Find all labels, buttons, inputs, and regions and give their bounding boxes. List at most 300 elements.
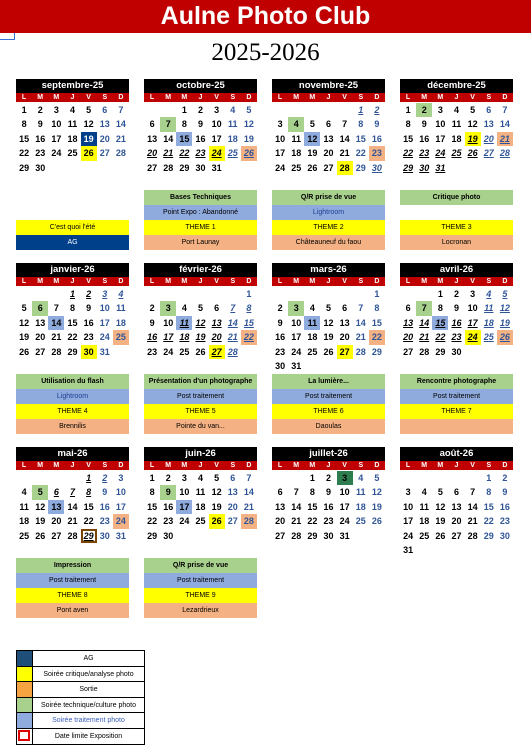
day-cell[interactable]: 13 bbox=[451, 501, 462, 512]
day-cell[interactable]: 23 bbox=[99, 516, 110, 527]
day-cell[interactable]: 7 bbox=[118, 105, 124, 115]
day-cell[interactable]: 14 bbox=[227, 317, 238, 328]
day-cell[interactable]: 13 bbox=[99, 119, 110, 130]
day-cell[interactable]: 12 bbox=[195, 317, 206, 328]
day-cell[interactable]: 19 bbox=[307, 148, 318, 159]
day-cell[interactable]: 21 bbox=[419, 332, 430, 343]
day-cell[interactable]: 12 bbox=[83, 119, 94, 130]
day-cell[interactable]: 16 bbox=[275, 332, 286, 343]
day-cell[interactable]: 8 bbox=[69, 303, 75, 314]
day-cell[interactable]: 29 bbox=[371, 346, 382, 357]
day-cell[interactable]: 23 bbox=[83, 332, 94, 343]
day-cell[interactable]: 9 bbox=[325, 487, 331, 498]
day-cell[interactable]: 13 bbox=[275, 501, 286, 512]
day-cell[interactable]: 3 bbox=[405, 487, 411, 498]
day-cell[interactable]: 7 bbox=[502, 105, 508, 115]
day-cell[interactable]: 2 bbox=[277, 303, 283, 314]
day-cell[interactable]: 27 bbox=[51, 530, 62, 541]
day-cell[interactable]: 2 bbox=[165, 473, 171, 483]
day-cell[interactable]: 29 bbox=[403, 162, 414, 173]
day-cell[interactable]: 7 bbox=[358, 303, 364, 314]
day-cell[interactable]: 23 bbox=[499, 516, 510, 527]
day-cell[interactable]: 6 bbox=[102, 105, 108, 115]
day-cell[interactable]: 24 bbox=[275, 162, 286, 173]
day-cell[interactable]: 28 bbox=[163, 162, 174, 173]
day-cell[interactable]: 16 bbox=[499, 501, 510, 512]
day-cell[interactable]: 16 bbox=[99, 501, 110, 512]
day-cell[interactable]: 31 bbox=[115, 530, 126, 541]
day-cell[interactable]: 10 bbox=[467, 303, 478, 314]
day-cell[interactable]: 18 bbox=[355, 501, 366, 512]
day-cell[interactable]: 17 bbox=[99, 317, 110, 328]
day-cell[interactable]: 20 bbox=[339, 332, 350, 343]
day-cell[interactable]: 27 bbox=[209, 345, 225, 359]
day-cell[interactable]: 22 bbox=[147, 516, 158, 527]
day-cell[interactable]: 27 bbox=[337, 345, 353, 359]
day-cell[interactable]: 26 bbox=[195, 346, 206, 357]
day-cell[interactable]: 16 bbox=[195, 133, 206, 144]
day-cell[interactable]: 19 bbox=[323, 332, 334, 343]
day-cell[interactable]: 27 bbox=[147, 162, 158, 173]
day-cell[interactable]: 11 bbox=[228, 119, 238, 130]
day-cell[interactable]: 13 bbox=[147, 133, 158, 144]
day-cell[interactable]: 11 bbox=[484, 303, 494, 314]
day-cell[interactable]: 12 bbox=[35, 501, 46, 512]
day-cell[interactable]: 5 bbox=[309, 119, 315, 130]
day-cell[interactable]: 25 bbox=[19, 530, 30, 541]
day-cell[interactable]: 15 bbox=[355, 133, 366, 144]
day-cell[interactable]: 19 bbox=[465, 132, 481, 146]
day-cell[interactable]: 3 bbox=[437, 105, 443, 115]
day-cell[interactable]: 6 bbox=[453, 487, 459, 498]
day-cell[interactable]: 7 bbox=[416, 301, 432, 315]
day-cell[interactable]: 5 bbox=[21, 303, 27, 314]
day-cell[interactable]: 17 bbox=[275, 148, 286, 159]
day-cell[interactable]: 2 bbox=[416, 103, 432, 117]
day-cell[interactable]: 14 bbox=[499, 119, 510, 130]
day-cell[interactable]: 5 bbox=[374, 473, 380, 483]
day-cell[interactable]: 4 bbox=[486, 289, 492, 299]
day-cell[interactable]: 26 bbox=[81, 146, 97, 160]
day-cell[interactable]: 14 bbox=[163, 133, 174, 144]
day-cell[interactable]: 25 bbox=[419, 530, 430, 541]
day-cell[interactable]: 17 bbox=[115, 501, 126, 512]
day-cell[interactable]: 19 bbox=[19, 332, 30, 343]
day-cell[interactable]: 14 bbox=[467, 501, 478, 512]
day-cell[interactable]: 2 bbox=[102, 473, 108, 483]
day-cell[interactable]: 11 bbox=[67, 119, 78, 130]
day-cell[interactable]: 20 bbox=[323, 148, 334, 159]
day-cell[interactable]: 13 bbox=[483, 119, 494, 130]
day-cell[interactable]: 18 bbox=[291, 148, 302, 159]
day-cell[interactable]: 1 bbox=[181, 105, 187, 115]
day-cell[interactable]: 27 bbox=[451, 530, 462, 541]
day-cell[interactable]: 6 bbox=[230, 473, 236, 483]
day-cell[interactable]: 21 bbox=[227, 332, 238, 343]
day-cell[interactable]: 5 bbox=[86, 105, 92, 115]
day-cell[interactable]: 11 bbox=[291, 133, 301, 144]
day-cell[interactable]: 27 bbox=[403, 346, 414, 357]
day-cell[interactable]: 3 bbox=[277, 119, 283, 130]
day-cell[interactable]: 20 bbox=[211, 332, 222, 343]
day-cell[interactable]: 17 bbox=[51, 133, 62, 144]
day-cell[interactable]: 8 bbox=[246, 303, 252, 314]
day-cell[interactable]: 30 bbox=[195, 162, 206, 173]
day-cell[interactable]: 4 bbox=[118, 289, 124, 299]
day-cell[interactable]: 21 bbox=[67, 516, 78, 527]
day-cell[interactable]: 9 bbox=[421, 119, 427, 130]
day-cell[interactable]: 4 bbox=[309, 303, 315, 314]
day-cell[interactable]: 22 bbox=[19, 148, 30, 159]
day-cell[interactable]: 12 bbox=[323, 317, 334, 328]
day-cell[interactable]: 8 bbox=[486, 487, 492, 498]
day-cell[interactable]: 24 bbox=[163, 346, 174, 357]
day-cell[interactable]: 20 bbox=[51, 516, 62, 527]
day-cell[interactable]: 13 bbox=[211, 317, 222, 328]
day-cell[interactable]: 3 bbox=[214, 105, 220, 115]
day-cell[interactable]: 13 bbox=[35, 317, 46, 328]
day-cell[interactable]: 14 bbox=[115, 119, 126, 130]
day-cell[interactable]: 30 bbox=[35, 162, 46, 173]
day-cell[interactable]: 10 bbox=[211, 119, 222, 130]
day-cell[interactable]: 31 bbox=[291, 360, 302, 371]
day-cell[interactable]: 7 bbox=[230, 303, 236, 314]
day-cell[interactable]: 30 bbox=[81, 345, 97, 359]
day-cell[interactable]: 23 bbox=[35, 148, 46, 159]
day-cell[interactable]: 28 bbox=[241, 514, 257, 528]
day-cell[interactable]: 29 bbox=[435, 346, 446, 357]
day-cell[interactable]: 26 bbox=[435, 530, 446, 541]
day-cell[interactable]: 18 bbox=[451, 133, 462, 144]
day-cell[interactable]: 14 bbox=[419, 317, 430, 328]
day-cell[interactable]: 13 bbox=[48, 500, 64, 514]
day-cell[interactable]: 28 bbox=[467, 530, 478, 541]
day-cell[interactable]: 20 bbox=[451, 516, 462, 527]
day-cell[interactable]: 22 bbox=[403, 148, 414, 159]
day-cell[interactable]: 2 bbox=[197, 105, 203, 115]
day-cell[interactable]: 30 bbox=[499, 530, 510, 541]
day-cell[interactable]: 8 bbox=[181, 119, 187, 130]
day-cell[interactable]: 5 bbox=[246, 105, 252, 115]
day-cell[interactable]: 5 bbox=[32, 485, 48, 499]
day-cell[interactable]: 1 bbox=[405, 105, 411, 115]
day-cell[interactable]: 29 bbox=[67, 346, 78, 357]
day-cell[interactable]: 25 bbox=[451, 148, 462, 159]
day-cell[interactable]: 18 bbox=[179, 332, 190, 343]
day-cell[interactable]: 3 bbox=[337, 471, 353, 485]
day-cell[interactable]: 14 bbox=[355, 317, 366, 328]
day-cell[interactable]: 1 bbox=[86, 473, 92, 483]
day-cell[interactable]: 15 bbox=[19, 133, 30, 144]
day-cell[interactable]: 30 bbox=[163, 530, 174, 541]
day-cell[interactable]: 18 bbox=[195, 501, 206, 512]
day-cell[interactable]: 15 bbox=[432, 316, 448, 330]
day-cell[interactable]: 6 bbox=[53, 487, 59, 498]
day-cell[interactable]: 10 bbox=[163, 317, 174, 328]
day-cell[interactable]: 5 bbox=[214, 473, 220, 483]
day-cell[interactable]: 2 bbox=[86, 289, 92, 299]
day-cell[interactable]: 12 bbox=[304, 132, 320, 146]
day-cell[interactable]: 14 bbox=[243, 487, 254, 498]
day-cell[interactable]: 2 bbox=[374, 105, 380, 115]
day-cell[interactable]: 25 bbox=[307, 346, 318, 357]
day-cell[interactable]: 19 bbox=[243, 133, 254, 144]
day-cell[interactable]: 24 bbox=[113, 514, 129, 528]
day-cell[interactable]: 17 bbox=[339, 501, 350, 512]
day-cell[interactable]: 31 bbox=[435, 162, 446, 173]
day-cell[interactable]: 20 bbox=[403, 332, 414, 343]
day-cell[interactable]: 27 bbox=[275, 530, 286, 541]
day-cell[interactable]: 26 bbox=[371, 516, 382, 527]
day-cell[interactable]: 6 bbox=[277, 487, 283, 498]
day-cell[interactable]: 11 bbox=[19, 501, 29, 512]
day-cell[interactable]: 4 bbox=[197, 473, 203, 483]
day-cell[interactable]: 22 bbox=[241, 330, 257, 344]
day-cell[interactable]: 8 bbox=[21, 119, 27, 130]
day-cell[interactable]: 1 bbox=[309, 473, 315, 483]
day-cell[interactable]: 4 bbox=[421, 487, 427, 498]
day-cell[interactable]: 16 bbox=[419, 133, 430, 144]
day-cell[interactable]: 7 bbox=[53, 303, 59, 314]
day-cell[interactable]: 16 bbox=[83, 317, 94, 328]
day-cell[interactable]: 2 bbox=[453, 289, 459, 299]
day-cell[interactable]: 8 bbox=[149, 487, 155, 498]
day-cell[interactable]: 20 bbox=[227, 501, 238, 512]
day-cell[interactable]: 11 bbox=[356, 487, 366, 498]
day-cell[interactable]: 12 bbox=[467, 119, 478, 130]
day-cell[interactable]: 10 bbox=[403, 501, 414, 512]
day-cell[interactable]: 14 bbox=[339, 133, 350, 144]
day-cell[interactable]: 11 bbox=[304, 316, 320, 330]
day-cell[interactable]: 10 bbox=[179, 487, 190, 498]
day-cell[interactable]: 23 bbox=[323, 516, 334, 527]
day-cell[interactable]: 22 bbox=[307, 516, 318, 527]
day-cell[interactable]: 1 bbox=[486, 473, 492, 483]
day-cell[interactable]: 7 bbox=[293, 487, 299, 498]
day-cell[interactable]: 20 bbox=[275, 516, 286, 527]
day-cell[interactable]: 4 bbox=[69, 105, 75, 115]
day-cell[interactable]: 30 bbox=[275, 360, 286, 371]
day-cell[interactable]: 19 bbox=[435, 516, 446, 527]
day-cell[interactable]: 24 bbox=[291, 346, 302, 357]
day-cell[interactable]: 20 bbox=[483, 133, 494, 144]
day-cell[interactable]: 28 bbox=[419, 346, 430, 357]
day-cell[interactable]: 1 bbox=[149, 473, 155, 483]
day-cell[interactable]: 19 bbox=[211, 501, 222, 512]
day-cell[interactable]: 23 bbox=[275, 346, 286, 357]
day-cell[interactable]: 12 bbox=[19, 317, 30, 328]
day-cell[interactable]: 28 bbox=[337, 161, 353, 175]
day-cell[interactable]: 22 bbox=[67, 332, 78, 343]
day-cell[interactable]: 30 bbox=[99, 530, 110, 541]
day-cell[interactable]: 3 bbox=[470, 289, 476, 299]
day-cell[interactable]: 9 bbox=[453, 303, 459, 314]
day-cell[interactable]: 12 bbox=[435, 501, 446, 512]
day-cell[interactable]: 8 bbox=[405, 119, 411, 130]
day-cell[interactable]: 22 bbox=[483, 516, 494, 527]
day-cell[interactable]: 10 bbox=[339, 487, 350, 498]
day-cell[interactable]: 15 bbox=[176, 132, 192, 146]
day-cell[interactable]: 18 bbox=[115, 317, 126, 328]
day-cell[interactable]: 5 bbox=[470, 105, 476, 115]
day-cell[interactable]: 15 bbox=[147, 501, 158, 512]
day-cell[interactable]: 29 bbox=[81, 529, 97, 543]
day-cell[interactable]: 16 bbox=[147, 332, 158, 343]
day-cell[interactable]: 29 bbox=[483, 530, 494, 541]
day-cell[interactable]: 21 bbox=[355, 332, 366, 343]
day-cell[interactable]: 23 bbox=[369, 146, 385, 160]
day-cell[interactable]: 4 bbox=[453, 105, 459, 115]
day-cell[interactable]: 17 bbox=[176, 500, 192, 514]
day-cell[interactable]: 1 bbox=[21, 105, 27, 115]
day-cell[interactable]: 31 bbox=[403, 544, 414, 555]
day-cell[interactable]: 15 bbox=[243, 317, 254, 328]
day-cell[interactable]: 22 bbox=[179, 148, 190, 159]
day-cell[interactable]: 10 bbox=[291, 317, 302, 328]
day-cell[interactable]: 23 bbox=[451, 332, 462, 343]
day-cell[interactable]: 14 bbox=[67, 501, 78, 512]
day-cell[interactable]: 8 bbox=[358, 119, 364, 130]
day-cell[interactable]: 19 bbox=[81, 132, 97, 146]
day-cell[interactable]: 12 bbox=[211, 487, 222, 498]
day-cell[interactable]: 4 bbox=[181, 303, 187, 314]
day-cell[interactable]: 15 bbox=[83, 501, 94, 512]
day-cell[interactable]: 18 bbox=[307, 332, 318, 343]
day-cell[interactable]: 21 bbox=[339, 148, 350, 159]
day-cell[interactable]: 2 bbox=[37, 105, 43, 115]
day-cell[interactable]: 30 bbox=[419, 162, 430, 173]
day-cell[interactable]: 16 bbox=[35, 133, 46, 144]
day-cell[interactable]: 18 bbox=[227, 133, 238, 144]
day-cell[interactable]: 3 bbox=[53, 105, 59, 115]
day-cell[interactable]: 18 bbox=[419, 516, 430, 527]
day-cell[interactable]: 3 bbox=[118, 473, 124, 483]
day-cell[interactable]: 21 bbox=[115, 133, 126, 144]
day-cell[interactable]: 28 bbox=[355, 346, 366, 357]
day-cell[interactable]: 2 bbox=[502, 473, 508, 483]
day-cell[interactable]: 1 bbox=[246, 289, 252, 299]
day-cell[interactable]: 11 bbox=[176, 316, 192, 330]
day-cell[interactable]: 15 bbox=[403, 133, 414, 144]
day-cell[interactable]: 26 bbox=[497, 330, 513, 344]
day-cell[interactable]: 20 bbox=[35, 332, 46, 343]
day-cell[interactable]: 23 bbox=[147, 346, 158, 357]
day-cell[interactable]: 15 bbox=[67, 317, 78, 328]
day-cell[interactable]: 25 bbox=[195, 516, 206, 527]
day-cell[interactable]: 26 bbox=[19, 346, 30, 357]
day-cell[interactable]: 16 bbox=[371, 133, 382, 144]
day-cell[interactable]: 4 bbox=[358, 473, 364, 483]
day-cell[interactable]: 23 bbox=[163, 516, 174, 527]
day-cell[interactable]: 20 bbox=[99, 133, 110, 144]
day-cell[interactable]: 5 bbox=[197, 303, 203, 314]
day-cell[interactable]: 1 bbox=[374, 289, 380, 299]
day-cell[interactable]: 29 bbox=[147, 530, 158, 541]
day-cell[interactable]: 6 bbox=[486, 105, 492, 115]
day-cell[interactable]: 7 bbox=[69, 487, 75, 498]
day-cell[interactable]: 14 bbox=[48, 316, 64, 330]
day-cell[interactable]: 5 bbox=[502, 289, 508, 299]
day-cell[interactable]: 8 bbox=[86, 487, 92, 498]
day-cell[interactable]: 29 bbox=[179, 162, 190, 173]
day-cell[interactable]: 29 bbox=[19, 162, 30, 173]
day-cell[interactable]: 6 bbox=[325, 119, 331, 130]
day-cell[interactable]: 11 bbox=[116, 303, 126, 314]
day-cell[interactable]: 20 bbox=[147, 148, 158, 159]
day-cell[interactable]: 9 bbox=[37, 119, 43, 130]
day-cell[interactable]: 3 bbox=[181, 473, 187, 483]
day-cell[interactable]: 2 bbox=[149, 303, 155, 314]
day-cell[interactable]: 26 bbox=[209, 514, 225, 528]
day-cell[interactable]: 7 bbox=[160, 117, 176, 131]
day-cell[interactable]: 3 bbox=[160, 301, 176, 315]
day-cell[interactable]: 4 bbox=[230, 105, 236, 115]
day-cell[interactable]: 1 bbox=[358, 105, 364, 115]
day-cell[interactable]: 26 bbox=[467, 148, 478, 159]
day-cell[interactable]: 5 bbox=[325, 303, 331, 314]
day-cell[interactable]: 30 bbox=[371, 162, 382, 173]
day-cell[interactable]: 15 bbox=[371, 317, 382, 328]
day-cell[interactable]: 30 bbox=[323, 530, 334, 541]
day-cell[interactable]: 24 bbox=[51, 148, 62, 159]
day-cell[interactable]: 26 bbox=[241, 146, 257, 160]
day-cell[interactable]: 7 bbox=[342, 119, 348, 130]
day-cell[interactable]: 19 bbox=[195, 332, 206, 343]
day-cell[interactable]: 17 bbox=[403, 516, 414, 527]
day-cell[interactable]: 12 bbox=[243, 119, 254, 130]
day-cell[interactable]: 25 bbox=[227, 148, 238, 159]
day-cell[interactable]: 9 bbox=[86, 303, 92, 314]
day-cell[interactable]: 21 bbox=[51, 332, 62, 343]
day-cell[interactable]: 25 bbox=[179, 346, 190, 357]
day-cell[interactable]: 27 bbox=[323, 162, 334, 173]
day-cell[interactable]: 3 bbox=[102, 289, 108, 299]
day-cell[interactable]: 15 bbox=[307, 501, 318, 512]
day-cell[interactable]: 27 bbox=[99, 148, 110, 159]
day-cell[interactable]: 6 bbox=[342, 303, 348, 314]
day-cell[interactable]: 28 bbox=[115, 148, 126, 159]
day-cell[interactable]: 22 bbox=[435, 332, 446, 343]
day-cell[interactable]: 28 bbox=[51, 346, 62, 357]
day-cell[interactable]: 17 bbox=[163, 332, 174, 343]
day-cell[interactable]: 24 bbox=[403, 530, 414, 541]
day-cell[interactable]: 25 bbox=[113, 330, 129, 344]
day-cell[interactable]: 13 bbox=[403, 317, 414, 328]
day-cell[interactable]: 30 bbox=[451, 346, 462, 357]
day-cell[interactable]: 28 bbox=[499, 148, 510, 159]
day-cell[interactable]: 25 bbox=[483, 332, 494, 343]
day-cell[interactable]: 7 bbox=[470, 487, 476, 498]
day-cell[interactable]: 29 bbox=[307, 530, 318, 541]
day-cell[interactable]: 11 bbox=[419, 501, 429, 512]
day-cell[interactable]: 2 bbox=[325, 473, 331, 483]
day-cell[interactable]: 24 bbox=[179, 516, 190, 527]
day-cell[interactable]: 26 bbox=[323, 346, 334, 357]
day-cell[interactable]: 9 bbox=[277, 317, 283, 328]
day-cell[interactable]: 21 bbox=[243, 501, 254, 512]
day-cell[interactable]: 25 bbox=[291, 162, 302, 173]
day-cell[interactable]: 18 bbox=[483, 317, 494, 328]
day-cell[interactable]: 9 bbox=[197, 119, 203, 130]
day-cell[interactable]: 24 bbox=[465, 330, 481, 344]
day-cell[interactable]: 6 bbox=[32, 301, 48, 315]
day-cell[interactable]: 19 bbox=[35, 516, 46, 527]
day-cell[interactable]: 22 bbox=[83, 516, 94, 527]
day-cell[interactable]: 13 bbox=[339, 317, 350, 328]
day-cell[interactable]: 26 bbox=[307, 162, 318, 173]
day-cell[interactable]: 24 bbox=[435, 148, 446, 159]
day-cell[interactable]: 27 bbox=[483, 148, 494, 159]
